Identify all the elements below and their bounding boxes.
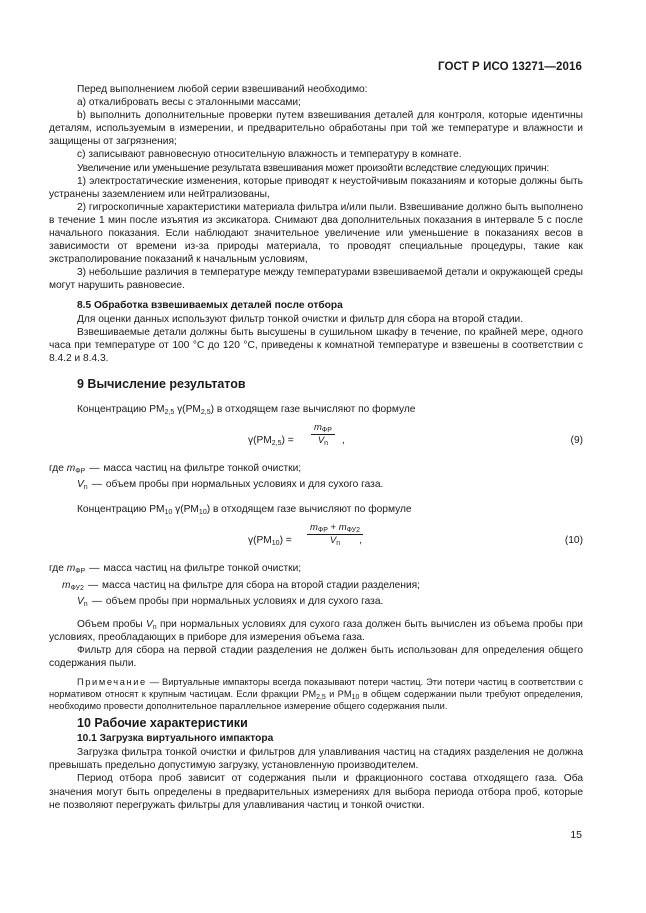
formula-9-fraction: $m_{ФР}$ $V_n$	[311, 422, 335, 447]
section-10-1-title: 10.1 Загрузка виртуального импактора	[77, 733, 274, 745]
section-10-title: 10 Рабочие характеристики	[77, 716, 248, 731]
volume-paragraph: Объем пробы $V_n$ при нормальных условиях для сухого газа должен быть вычислен из объема пробы при условиях, преобладающих в приборе для измерения объема газа.	[49, 618, 583, 643]
where-10-row-1: где $m_{ФР}$ — масса частиц на фильтре тонкой очистки;	[49, 563, 302, 576]
formula-10-number: (10)	[564, 535, 583, 547]
section-10-1-p1: Загрузка фильтра тонкой очистки и фильтров для улавливания частиц на стадиях разделения не должна превышать предельно допустимую загрузку, установленную производителем.	[49, 747, 583, 772]
formula-10-lead: Концентрацию $PM_{10}$ $\gamma(PM_{10})$ в отходящем газе вычисляют по формуле	[77, 504, 412, 517]
where-10-row-2: $m_{ФУ2}$ — масса частиц на фильтре для сбора на второй стадии разделения;	[62, 579, 421, 592]
reason-3: 3) небольшие различия в температуре между температурами взвешиваемой детали и окружающей среды могут нарушить равновесие.	[49, 267, 583, 292]
reason-1: 1) электростатические изменения, которые приводят к неустойчивым показаниям и которые должны быть устранены заземлением или нейтрализованы,	[49, 175, 583, 200]
where-9-row-2: $V_n$ — объем пробы при нормальных условиях и для сухого газа.	[77, 479, 384, 492]
formula-9-lead: Концентрацию $PM_{2,5}$ $\gamma(PM_{2,5})$ в отходящем газе вычисляют по формуле	[77, 404, 416, 417]
formula-9-lhs: $\gamma(PM_{2,5})$ =	[248, 435, 294, 448]
section-8-5-p2: Взвешиваемые детали должны быть высушены в сушильном шкафу в течение, по крайней мере, одного часа при температуре от 100 °С до 120 °С, приведены к комнатной температуре и взвешены в соответствии с 8.4.2 и 8.4.3.	[49, 326, 583, 364]
formula-9-number: (9)	[570, 435, 583, 447]
intro-lead: Перед выполнением любой серии взвешиваний необходимо:	[77, 84, 368, 95]
reason-2: 2) гигроскопичные характеристики материала фильтра и/или пыли. Взвешивание должно быть выполнено в течение 1 мин после изъятия из эксикатора. Снимают два дополнительных показания в интервале 5 с после начального показания. Если наблюдают значительное увеличение или уменьшение в показаниях весов в зависимости от времени из-за природы материала, то проводят специальные процедуры, такие как экстраполирование показаний к начальным условиям,	[49, 201, 583, 266]
reasons-lead: Увеличение или уменьшение результата взвешивания может произойти вследствие следующих причин:	[77, 162, 549, 174]
section-9-title: 9 Вычисление результатов	[77, 376, 246, 391]
where-9-row-1: где $m_{ФР}$ — масса частиц на фильтре тонкой очистки;	[49, 463, 302, 476]
formula-10: $\gamma(PM_{10})$ = $m_{ФР} + m_{ФУ2}$ $V_n$ , (10)	[248, 522, 583, 548]
standard-header: ГОСТ Р ИСО 13271—2016	[437, 61, 582, 73]
formula-10-fraction: $m_{ФР} + m_{ФУ2}$ $V_n$	[307, 522, 363, 547]
note: Примечание — Виртуальные импакторы всегда показывают потери частиц. Эти потери частиц в соответствии с нормативом относят к крупным частицам. Если фракции $PM_{2,5}$ и $PM_{10}$ в общем содержании пыли требуют определения, необходимо провести дополнительное параллельное измерение общего содержания пыли.	[49, 677, 583, 712]
section-8-5-title: 8.5 Обработка взвешиваемых деталей после отбора	[77, 299, 343, 311]
page-number: 15	[570, 829, 582, 841]
formula-9: $\gamma(PM_{2,5})$ = $m_{ФР}$ $V_n$ , (9)	[248, 422, 583, 448]
where-10-row-3: $V_n$ — объем пробы при нормальных условиях и для сухого газа.	[77, 595, 384, 608]
page-content	[49, 83, 583, 812]
formula-10-lhs: $\gamma(PM_{10})$ =	[248, 535, 292, 548]
section-10-1-p2: Период отбора проб зависит от содержания пыли и фракционного состава отходящего газа. Оба значения могут быть определены в предварительных измерениях для выбора периода отбора проб, которые не позволяют перегружать фильтры для улавливания частиц и тонкой очистки.	[49, 773, 583, 811]
section-8-5-p1: Для оценки данных используют фильтр тонкой очистки и фильтр для сбора на второй стадии.	[77, 313, 524, 325]
intro-item-b: b) выполнить дополнительные проверки путем взвешивания деталей для контроля, которые идентичны деталям, используемым в измерении, и предварительно обработаны при той же температуре и влажности и защищены от загрязнения;	[49, 110, 583, 148]
filter-paragraph: Фильтр для сбора на первой стадии разделения не должен быть использован для определения общего содержания пыли.	[49, 644, 583, 669]
intro-item-c: c) записывают равновесную относительную влажность и температуру в комнате.	[77, 149, 462, 161]
intro-item-a: a) откалибровать весы с эталонными массами;	[77, 97, 301, 109]
